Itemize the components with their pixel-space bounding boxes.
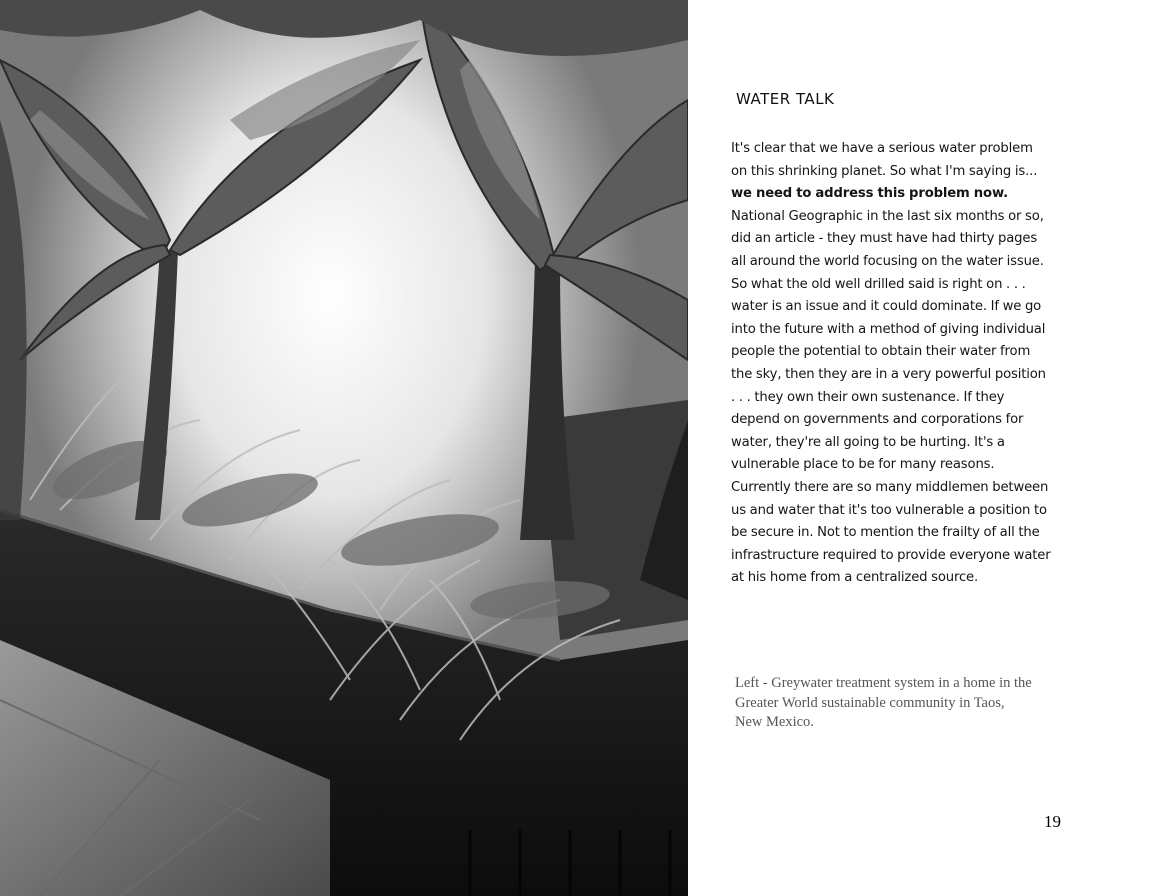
- photo-caption: Left - Greywater treatment system in a home in the Greater World sustainable community in Taos, New Mexico.: [735, 675, 1032, 730]
- article-heading: WATER TALK: [736, 90, 835, 108]
- body-rest: National Geographic in the last six months or so, did an article - they must have had thirty pages all around the world focusing on the water issue. So what the old well drilled said is right on . . . water is an issue and it could dominate. If we go into the future with a method of giving individual people the potential to obtain their water from the sky, then they are in a very powerful position . . . they own their own sustenance. If they depend on governments and corporations for water, they're all going to be hurting. It's a vulnerable place to be for many reasons. Currently there are so many middlemen between us and water that it's too vulnerable a position to be secure in. Not to mention the frailty of all the infrastructure required to provide everyone water at his home from a centralized source.: [731, 208, 1051, 586]
- article-column: [731, 88, 1051, 590]
- article-body: [731, 138, 1051, 590]
- page-number: 19: [1044, 812, 1061, 831]
- body-emphasis: we need to address this problem now.: [731, 186, 1008, 202]
- body-intro: It's clear that we have a serious water problem on this shrinking planet. So what I'm saying is...: [731, 141, 1038, 179]
